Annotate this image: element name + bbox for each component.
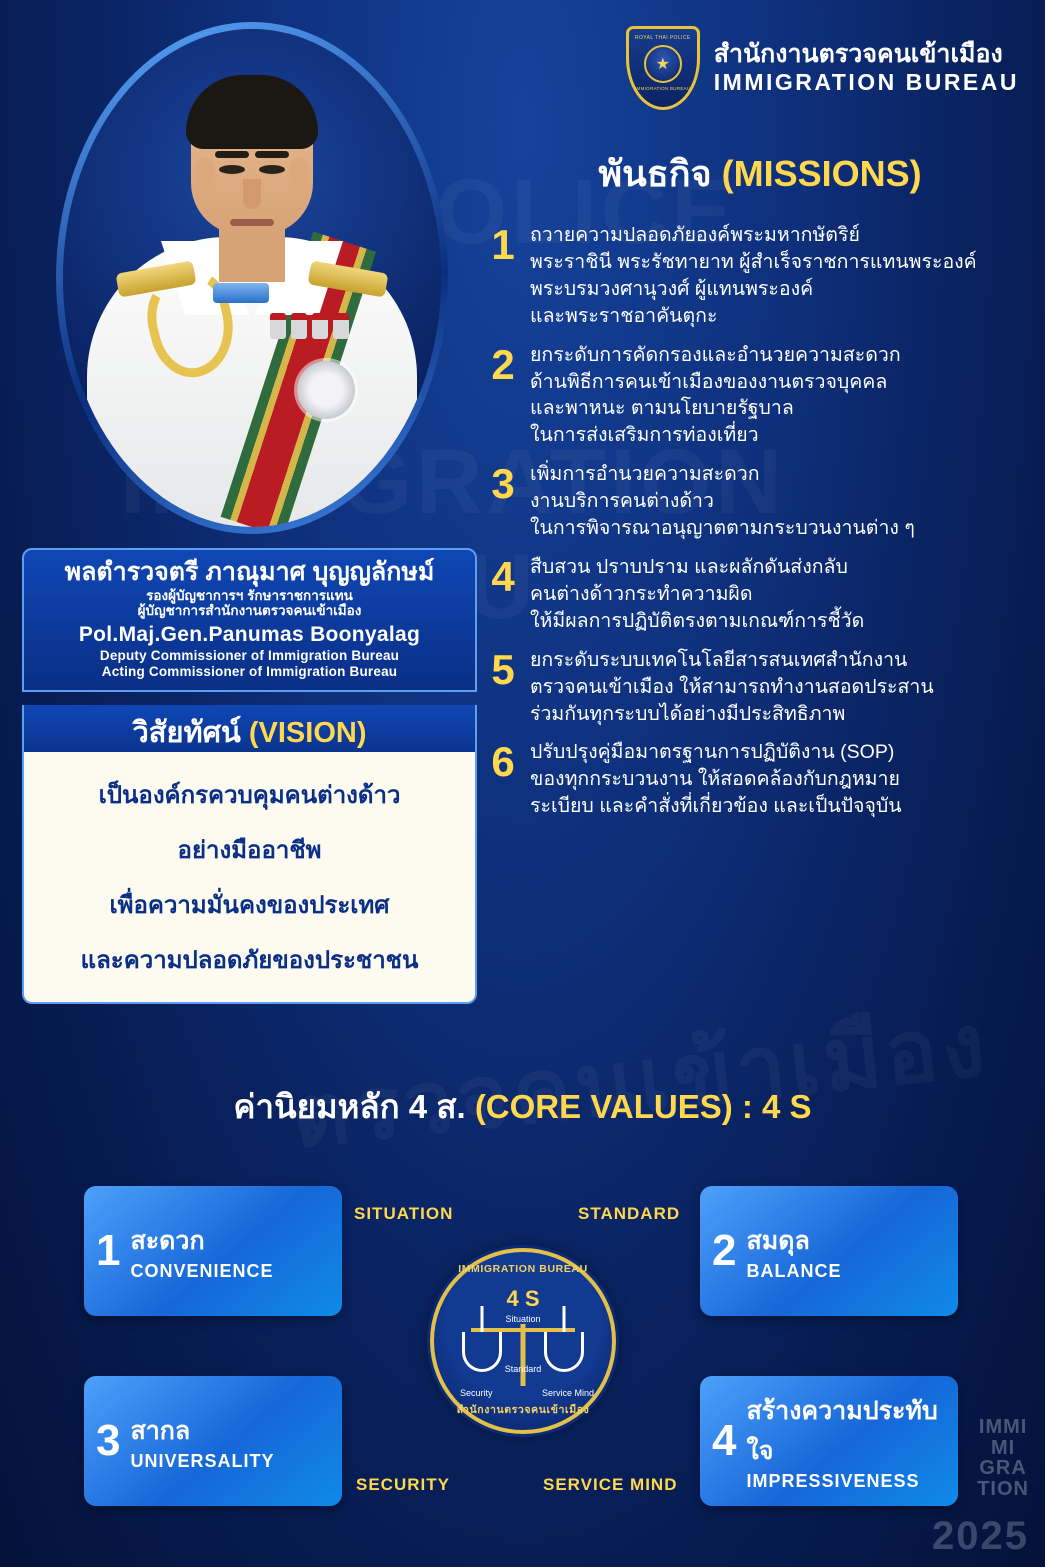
crest-top-text: ROYAL THAI POLICE: [634, 35, 691, 41]
officer-position-en-1: Deputy Commissioner of Immigration Bureau: [99, 648, 400, 664]
vision-line: และความปลอดภัยของประชาชน: [80, 947, 419, 974]
missions-title-en: (MISSIONS): [721, 153, 922, 194]
mission-line: ให้มีผลการปฏิบัติตรงตามเกณฑ์การชี้วัด: [530, 609, 865, 632]
mission-line: ด้านพิธีการคนเข้าเมืองของงานตรวจบุคคล: [530, 370, 888, 393]
crest-bottom-text: IMMIGRATION BUREAU: [634, 86, 691, 91]
officer-name-th: พลตำรวจตรี ภาณุมาศ บุญญลักษม์: [64, 558, 435, 586]
core-value-label-service-mind: SERVICE MIND: [543, 1475, 678, 1494]
officer-name-card: [22, 548, 477, 692]
emblem-ring-bottom-text: สำนักงานตรวจคนเข้าเมือง: [456, 1404, 590, 1416]
core-value-en: UNIVERSALITY: [130, 1450, 275, 1471]
core-values-emblem-icon: [430, 1248, 616, 1434]
mission-item: [486, 739, 1034, 820]
mission-item: [486, 342, 1034, 450]
vision-body: [22, 752, 477, 1004]
core-value-label-security: SECURITY: [356, 1475, 450, 1494]
crest-emblem-icon: ★: [644, 45, 682, 83]
core-value-card-universality: [84, 1376, 342, 1506]
mission-number: 5: [491, 645, 515, 693]
core-value-label-situation: SITUATION: [354, 1204, 454, 1223]
org-name-en: IMMIGRATION BUREAU: [713, 69, 1019, 96]
mission-number: 3: [491, 460, 515, 508]
mission-line: ตรวจคนเข้าเมือง ให้สามารถทำงานสอดประสาน: [530, 675, 934, 698]
missions-title: [490, 145, 1030, 202]
vision-line: อย่างมืออาชีพ: [177, 837, 322, 864]
mission-line: เพิ่มการอำนวยความสะดวก: [530, 463, 760, 486]
core-value-number: 2: [712, 1226, 737, 1275]
mission-line: งานบริการคนต่างด้าว: [530, 490, 714, 513]
core-value-en: BALANCE: [746, 1260, 842, 1281]
officer-portrait: [56, 22, 448, 534]
core-values-title: [0, 1080, 1045, 1133]
core-value-card-convenience: [84, 1186, 342, 1316]
missions-list: [486, 222, 1034, 832]
emblem-ring-top-text: IMMIGRATION BUREAU: [458, 1263, 588, 1275]
core-value-th: สมดุล: [746, 1226, 810, 1255]
mission-line: พระบรมวงศานุวงศ์ ผู้แทนพระองค์: [530, 277, 814, 300]
core-value-card-impressiveness: [700, 1376, 958, 1506]
officer-position-th-2: ผู้บัญชาการสำนักงานตรวจคนเข้าเมือง: [137, 603, 362, 619]
mission-item: [486, 461, 1034, 542]
missions-title-th: พันธกิจ: [598, 153, 722, 194]
mission-item: [486, 647, 1034, 728]
mission-number: 6: [491, 738, 515, 786]
officer-position-th-1: รองผู้บัญชาการฯ รักษาราชการแทน: [146, 587, 353, 603]
core-value-number: 1: [96, 1226, 121, 1275]
mission-number: 4: [491, 552, 515, 600]
core-value-th: สากล: [130, 1416, 191, 1445]
mission-line: และพาหนะ ตามนโยบายรัฐบาล: [530, 397, 794, 420]
mission-line: พระราชินี พระรัชทายาท ผู้สำเร็จราชการแทนพระองค์: [530, 250, 977, 273]
corner-watermark: IMMI MI GRA TION: [977, 1416, 1029, 1500]
org-name-th: สำนักงานตรวจคนเข้าเมือง: [713, 40, 1003, 69]
mission-line: ถวายความปลอดภัยองค์พระมหากษัตริย์: [530, 224, 860, 246]
mission-line: ยกระดับระบบเทคโนโลยีสารสนเทศสำนักงาน: [530, 648, 908, 671]
core-value-card-balance: [700, 1186, 958, 1316]
emblem-standard-label: Standard: [504, 1364, 542, 1374]
emblem-security-label: Security: [460, 1388, 493, 1398]
emblem-center-text: 4 S: [506, 1286, 540, 1311]
core-value-number: 3: [96, 1416, 121, 1465]
core-values-title-en: (CORE VALUES) : 4 S: [474, 1088, 812, 1125]
core-value-th: สร้างความประทับใจ: [746, 1396, 938, 1465]
core-value-en: IMPRESSIVENESS: [746, 1470, 920, 1491]
mission-item: [486, 554, 1034, 635]
vision-line: เป็นองค์กรควบคุมคนต่างด้าว: [98, 782, 401, 809]
core-values-title-th: ค่านิยมหลัก 4 ส.: [233, 1088, 475, 1125]
emblem-service-mind-label: Service Mind: [541, 1388, 594, 1398]
year-watermark: 2025: [932, 1514, 1029, 1558]
mission-number: 2: [491, 340, 515, 388]
core-value-number: 4: [712, 1416, 737, 1465]
mission-item: [486, 222, 1034, 330]
core-value-label-standard: STANDARD: [578, 1204, 681, 1223]
emblem-situation-label: Situation: [505, 1314, 541, 1324]
mission-line: คนต่างด้าวกระทำความผิด: [530, 582, 753, 605]
mission-line: ยกระดับการคัดกรองและอำนวยความสะดวก: [530, 343, 901, 366]
core-value-th: สะดวก: [130, 1226, 205, 1255]
mission-line: ของทุกกระบวนงาน ให้สอดคล้องกับกฎหมาย: [530, 768, 900, 791]
officer-position-en-2: Acting Commissioner of Immigration Bureau: [101, 664, 398, 680]
mission-line: ในการพิจารณาอนุญาตตามกระบวนงานต่าง ๆ: [530, 517, 915, 540]
mission-line: ระเบียบ และคำสั่งที่เกี่ยวข้อง และเป็นปัจจุบัน: [530, 795, 902, 818]
mission-line: ปรับปรุงคู่มือมาตรฐานการปฏิบัติงาน (SOP): [530, 741, 895, 764]
immigration-crest-icon: [626, 26, 700, 110]
mission-line: ร่วมกันทุกระบบได้อย่างมีประสิทธิภาพ: [530, 702, 846, 725]
core-value-en: CONVENIENCE: [130, 1260, 274, 1281]
vision-title-en: (VISION): [248, 717, 367, 749]
header: [626, 26, 1019, 110]
mission-line: ในการส่งเสริมการท่องเที่ยว: [530, 424, 759, 447]
vision-line: เพื่อความมั่นคงของประเทศ: [109, 892, 390, 919]
officer-name-en: Pol.Maj.Gen.Panumas Boonyalag: [78, 623, 421, 647]
mission-line: และพระราชอาคันตุกะ: [530, 304, 718, 327]
mission-number: 1: [491, 221, 515, 268]
vision-title-th: วิสัยทัศน์: [132, 717, 249, 749]
mission-line: สืบสวน ปราบปราม และผลักดันส่งกลับ: [530, 555, 848, 578]
